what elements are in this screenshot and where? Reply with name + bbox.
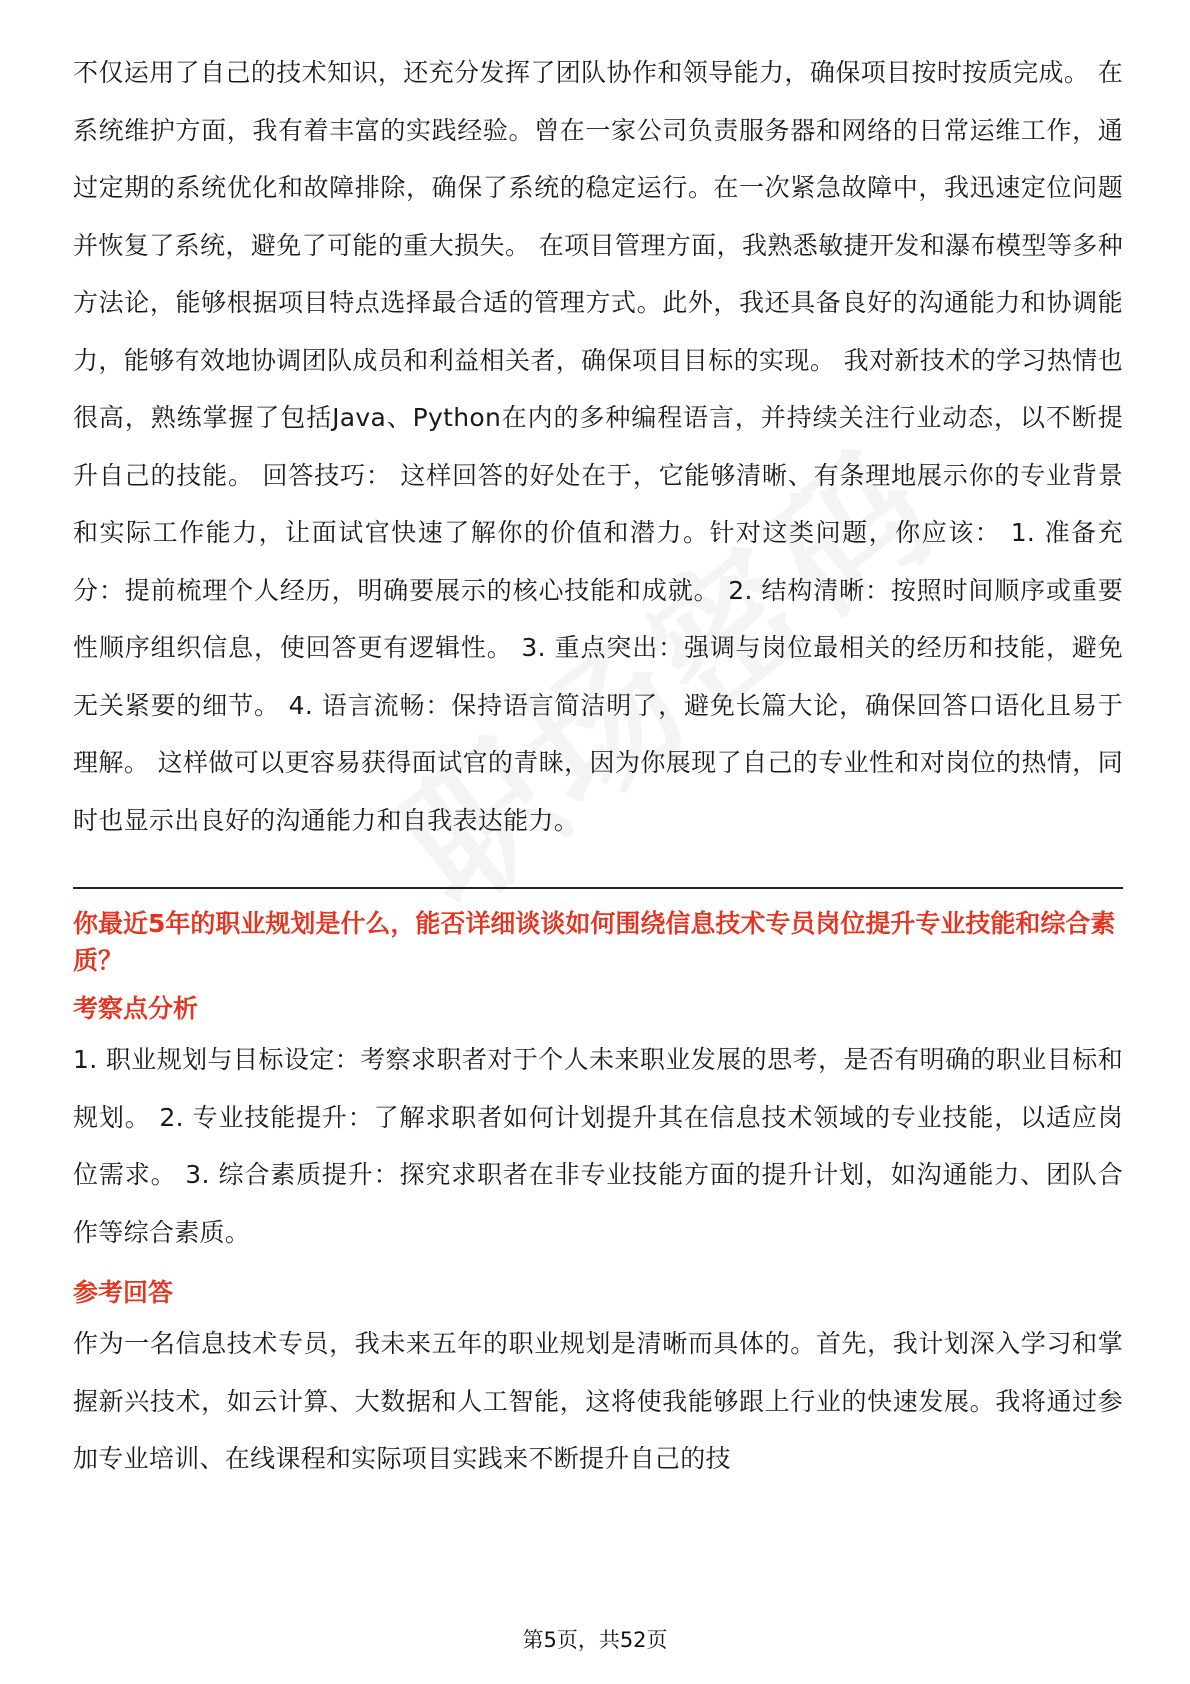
- reference-answer-heading: 参考回答: [73, 1278, 174, 1307]
- document-page: [73, 44, 1123, 1488]
- page-number: 第5页，共52页: [522, 1628, 668, 1652]
- question-heading: 你最近5年的职业规划是什么，能否详细谈谈如何围绕信息技术专员岗位提升专业技能和综合素质？: [73, 909, 1116, 975]
- reference-answer-paragraph: 作为一名信息技术专员，我未来五年的职业规划是清晰而具体的。首先，我计划深入学习和掌握新兴技术，如云计算、大数据和人工智能，这将使我能够跟上行业的快速发展。我将通过参加专业培训、在线课程和实际项目实践来不断提升自己的技: [73, 1329, 1123, 1473]
- answer-continuation-paragraph: 不仅运用了自己的技术知识，还充分发挥了团队协作和领导能力，确保项目按时按质完成。 在系统维护方面，我有着丰富的实践经验。曾在一家公司负责服务器和网络的日常运维工作，通过定期的系统优化和故障排除，确保了系统的稳定运行。在一次紧急故障中，我迅速定位问题并恢复了系统，避免了可能的重大损失。 在项目管理方面，我熟悉敏捷开发和瀑布模型等多种方法论，能够根据项目特点选择最合适的管理方式。此外，我还具备良好的沟通能力和协调能力，能够有效地协调团队成员和利益相关者，确保项目目标的实现。 我对新技术的学习热情也很高，熟练掌握了包括Java、Python在内的多种编程语言，并持续关注行业动态，以不断提升自己的技能。 回答技巧： 这样回答的好处在于，它能够清晰、有条理地展示你的专业背景和实际工作能力，让面试官快速了解你的价值和潜力。针对这类问题，你应该： 1. 准备充分：提前梳理个人经历，明确要展示的核心技能和成就。 2. 结构清晰：按照时间顺序或重要性顺序组织信息，使回答更有逻辑性。 3. 重点突出：强调与岗位最相关的经历和技能，避免无关紧要的细节。 4. 语言流畅：保持语言简洁明了，避免长篇大论，确保回答口语化且易于理解。 这样做可以更容易获得面试官的青睐，因为你展现了自己的专业性和对岗位的热情，同时也显示出良好的沟通能力和自我表达能力。: [73, 58, 1123, 835]
- analysis-paragraph: 1. 职业规划与目标设定：考察求职者对于个人未来职业发展的思考，是否有明确的职业目标和规划。 2. 专业技能提升：了解求职者如何计划提升其在信息技术领域的专业技能，以适应岗位需求。 3. 综合素质提升：探究求职者在非专业技能方面的提升计划，如沟通能力、团队合作等综合素质。: [73, 1045, 1123, 1247]
- analysis-heading: 考察点分析: [73, 994, 199, 1023]
- section-divider: [73, 887, 1123, 889]
